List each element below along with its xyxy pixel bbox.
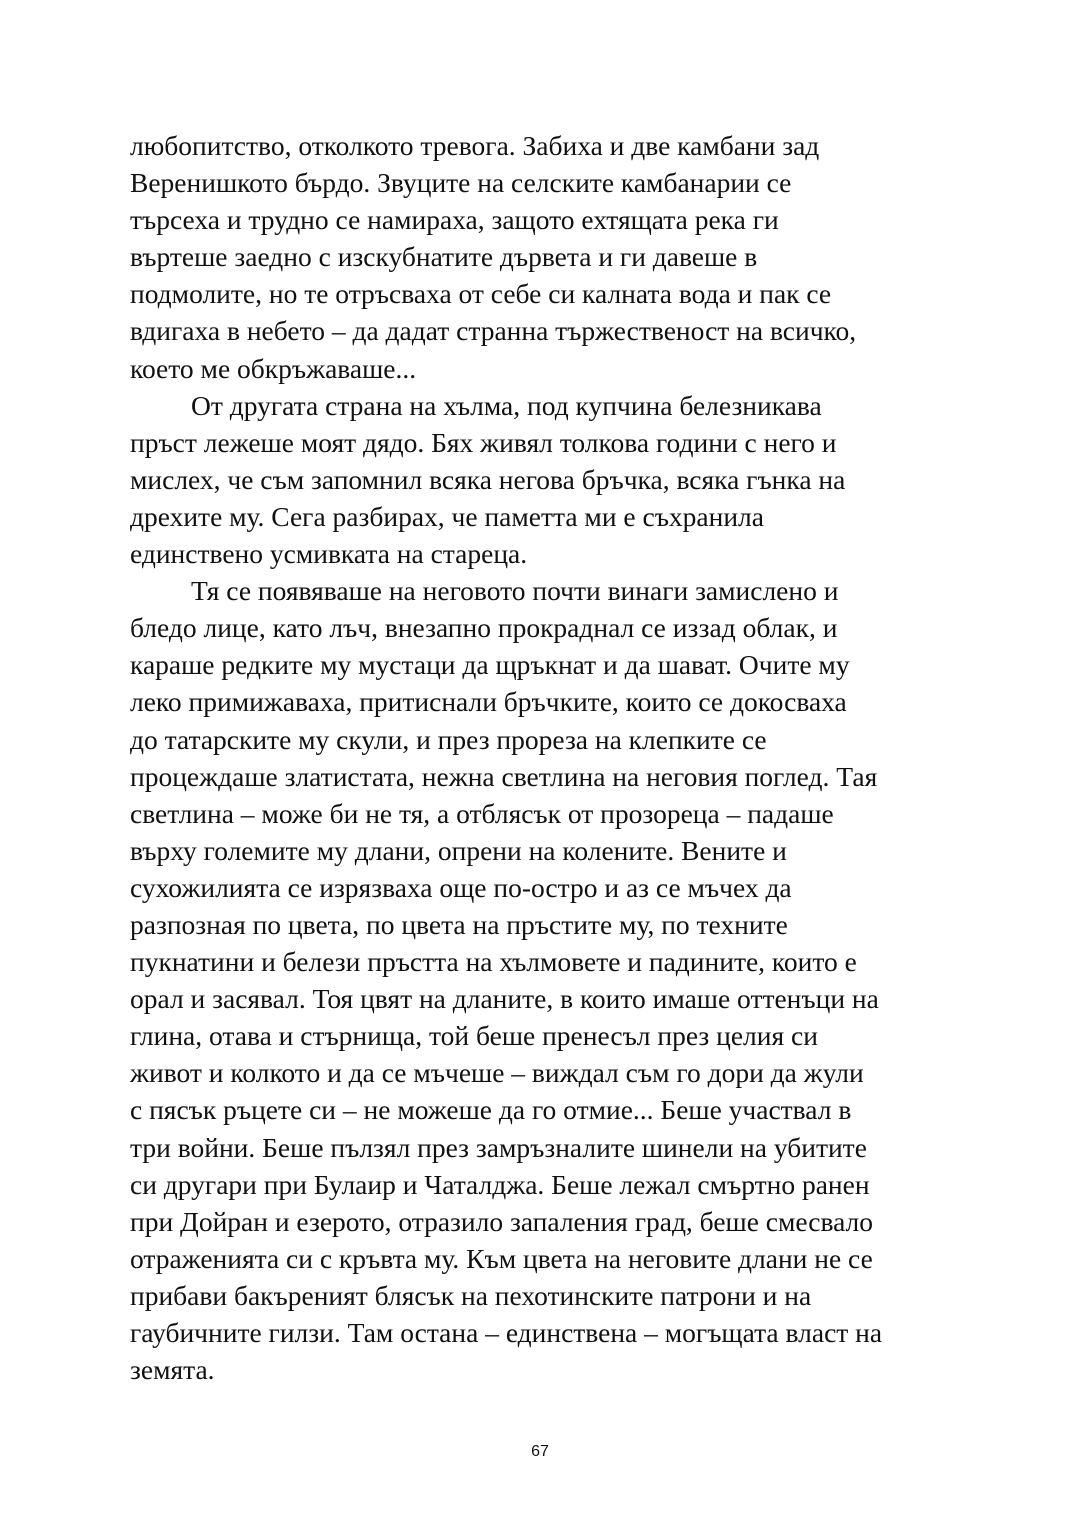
text-line: подмолите, но те отръсваха от себе си калната вода и пак се	[130, 278, 832, 310]
text-line: дрехите му. Сега разбирах, че паметта ми е съхранила	[130, 500, 764, 532]
text-line: въртеше заедно с изскубнатите дървета и ги давеше в	[130, 241, 758, 273]
text-line: гаубичните гилзи. Там остана – единствена – могъщата власт на	[130, 1317, 883, 1348]
body-text	[130, 127, 960, 1388]
text-line: сухожилията се изрязваха още по-остро и аз се мъчех да	[130, 871, 792, 903]
text-line: пръст лежеше моят дядо. Бях живял толкова години с него и	[130, 426, 837, 458]
text-line: любопитство, отколкото тревога. Забиха и две камбани зад	[130, 130, 820, 161]
text-line: търсеха и трудно се намираха, защото ехтящата река ги	[130, 204, 779, 236]
text-line: единствено усмивката на стареца.	[130, 538, 528, 570]
text-line: Веренишкото бърдо. Звуците на селските камбанарии се	[130, 167, 792, 199]
text-line: прибави бакъреният блясък на пехотинските патрони и на	[130, 1279, 812, 1311]
text-line: леко примижаваха, притиснали бръчките, които се докосваха	[130, 686, 847, 718]
text-line: живот и колкото и да се мъчеше – виждал съм го дори да жули	[130, 1057, 864, 1089]
text-line: отраженията си с кръвта му. Към цвета на неговите длани не се	[130, 1242, 873, 1274]
text-line: светлина – може би не тя, а отблясък от прозореца – падаше	[130, 797, 834, 829]
paragraph-first-line: От другата страна на хълма, под купчина белезникава	[191, 389, 822, 421]
text-line: с пясък ръцете си – не можеше да го отмие... Беше участвал в	[130, 1094, 852, 1126]
text-line: до татарските му скули, и през прореза на клепките се	[130, 723, 767, 755]
page-number: 67	[531, 1443, 549, 1460]
text-line: три войни. Беше пълзял през замръзналите шинели на убитите	[130, 1131, 867, 1163]
text-line: бледо лице, като лъч, внезапно прокраднал се иззад облак, и	[130, 612, 838, 644]
text-line: орал и засявал. Тоя цвят на дланите, в които имаше оттенъци на	[130, 983, 879, 1015]
text-line: глина, отава и стърнища, той беше пренесъл през целия си	[130, 1020, 818, 1052]
text-line: земята.	[130, 1354, 215, 1386]
text-line: върху големите му длани, опрени на колените. Вените и	[130, 834, 787, 866]
text-line: вдигаха в небето – да дадат странна тържественост на всичко,	[130, 315, 857, 347]
text-line: караше редките му мустаци да щръкнат и да шават. Очите му	[130, 649, 850, 681]
text-line: мислех, че съм запомнил всяка негова бръчка, всяка гънка на	[130, 463, 846, 495]
text-line: при Дойран и езерото, отразило запаления град, беше смесвало	[130, 1205, 874, 1237]
text-line: пукнатини и белези пръстта на хълмовете и падините, които е	[130, 946, 857, 978]
text-line: си другари при Булаир и Чаталджа. Беше лежал смъртно ранен	[130, 1168, 870, 1200]
paragraph-first-line: Тя се появяваше на неговото почти винаги замислено и	[191, 575, 839, 607]
text-line: което ме обкръжаваше...	[130, 352, 417, 384]
text-line: разпозная по цвета, по цвета на пръстите му, по техните	[130, 908, 788, 940]
text-line: процеждаше златистата, нежна светлина на неговия поглед. Тая	[130, 760, 878, 792]
